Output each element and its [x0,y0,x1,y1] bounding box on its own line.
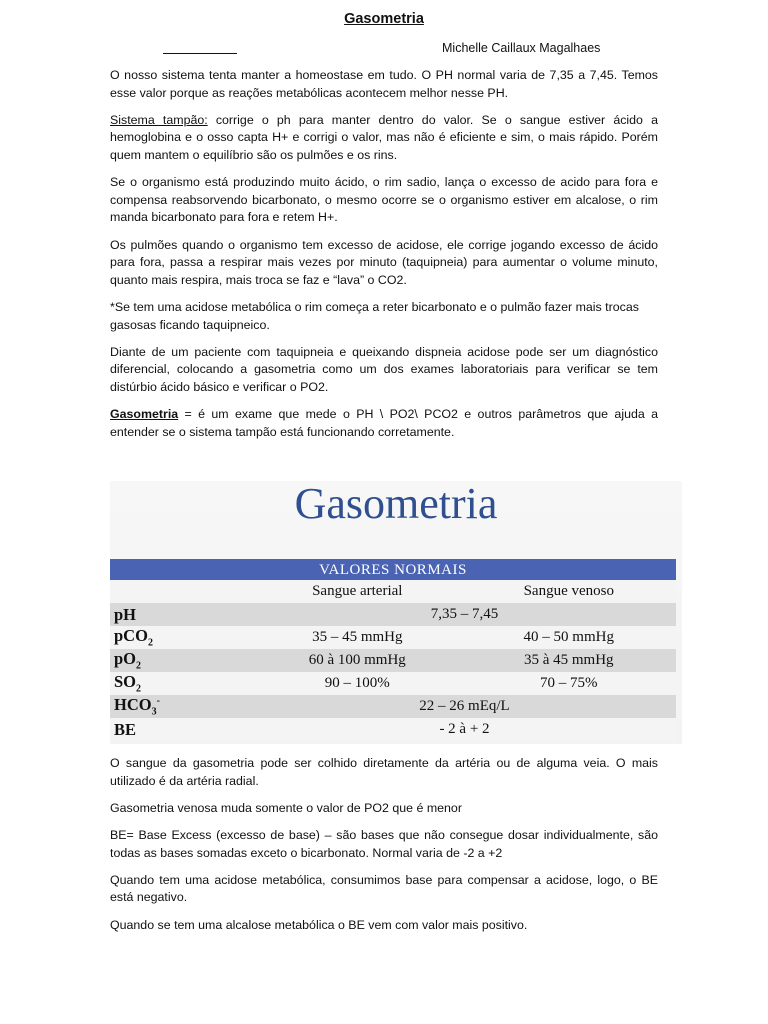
table-header: VALORES NORMAIS [110,559,676,580]
paragraph-5: *Se tem uma acidose metabólica o rim começa a reter bicarbonato e o pulmão fazer mais trocas gasosas ficando taquipneico. [110,299,639,332]
blank-underline [163,53,237,54]
column-arterial: Sangue arterial [312,583,403,599]
table-row [110,718,676,741]
paragraph-8: O sangue da gasometria pode ser colhido diretamente da artéria ou de alguma veia. O mais utilizado é da artéria radial. [110,756,658,788]
row-parameter: pH [114,604,137,624]
paragraph-12: Quando se tem uma alcalose metabólica o BE vem com valor mais positivo. [110,917,528,932]
row-value-arterial: 35 – 45 mmHg [312,629,403,645]
author-name: Michelle Caillaux Magalhaes [442,41,601,55]
table-body [110,603,676,741]
row-value: - 2 à + 2 [439,721,490,737]
term-gasometria: Gasometria [110,407,179,422]
paragraph-3: Se o organismo está produzindo muito ácido, o rim sadio, lança o excesso de acido para fora e compensa reabsorvendo bicarbonato, o mesmo ocorre se o organismo estiver em alcalose, o rim manda bicarbonato para fora e retem H+. [110,175,658,225]
paragraph-7: Gasometria = é um exame que mede o PH \ PO2\ PCO2 e outros parâmetros que ajuda a entender se o sistema tampão está funcionando corretamente. [110,407,658,439]
row-value-venoso: 70 – 75% [540,675,598,691]
table-row [110,603,676,626]
table-row [110,695,676,718]
normal-values-table [110,559,676,741]
table-column-headers [110,580,676,603]
row-value-arterial: 60 à 100 mmHg [308,652,406,668]
paragraph-11: Quando tem uma acidose metabólica, consumimos base para compensar a acidose, logo, o BE está negativo. [110,872,658,905]
term-sistema-tampao: Sistema tampão: [110,112,208,127]
row-value: 22 – 26 mEq/L [419,698,510,714]
table-row [110,626,676,649]
paragraph-9: Gasometria venosa muda somente o valor de PO2 que é menor [110,800,462,815]
table-row [110,672,676,695]
row-value-venoso: 35 à 45 mmHg [523,652,614,668]
row-parameter: pCO$_2$ [114,626,153,649]
paragraph-6: Diante de um paciente com taquipneia e queixando dispneia acidose pode ser um diagnóstico diferencial, colocando a gasometria como um dos exames laboratoriais para verificar se tem distúrbio ácido básico e verificar o PO2. [110,344,658,394]
row-parameter: $pO_2$ [114,649,142,672]
paragraph-2: Sistema tampão: corrige o ph para manter dentro do valor. Se o sangue estiver ácido a hemoglobina e o osso capta H+ e corrigi o valor, mas não é eficiente e sim, o mais rápido. Porém quem mantem o equilíbrio são os pulmões e os rins. [110,112,658,162]
row-value-venoso: 40 – 50 mmHg [523,629,614,645]
document-title: Gasometria [344,11,424,27]
row-parameter: BE [114,719,137,739]
body-text-bottom [110,755,658,944]
row-value: 7,35 – 7,45 [430,606,499,622]
column-venoso: Sangue venoso [523,583,614,599]
table-row [110,649,676,672]
figure-title: Gasometria [294,479,498,528]
body-text-top [110,67,658,451]
row-value-arterial: 90 – 100% [324,675,390,691]
paragraph-10: BE= Base Excess (excesso de base) – são bases que não consegue dosar individualmente, são todas as bases somadas exceto o bicarbonato. Normal varia de -2 a +2 [110,827,658,860]
row-parameter: $SO_2$ [114,672,142,695]
normal-values-figure [110,481,682,744]
row-parameter: $HCO_3^-$ [114,695,160,718]
paragraph-4: Os pulmões quando o organismo tem excesso de acidose, ele corrige jogando excesso de ácido para fora, passa a respirar mais vezes por minuto (taquipneia) para aumentar o volume minuto, quanto mais respira, mais troca se faz e “lava” o CO2. [110,237,658,287]
paragraph-1: O nosso sistema tenta manter a homeostase em tudo. O PH normal varia de 7,35 a 7,45. Temos esse valor porque as reações metabólicas acontecem melhor nesse PH. [110,68,658,100]
